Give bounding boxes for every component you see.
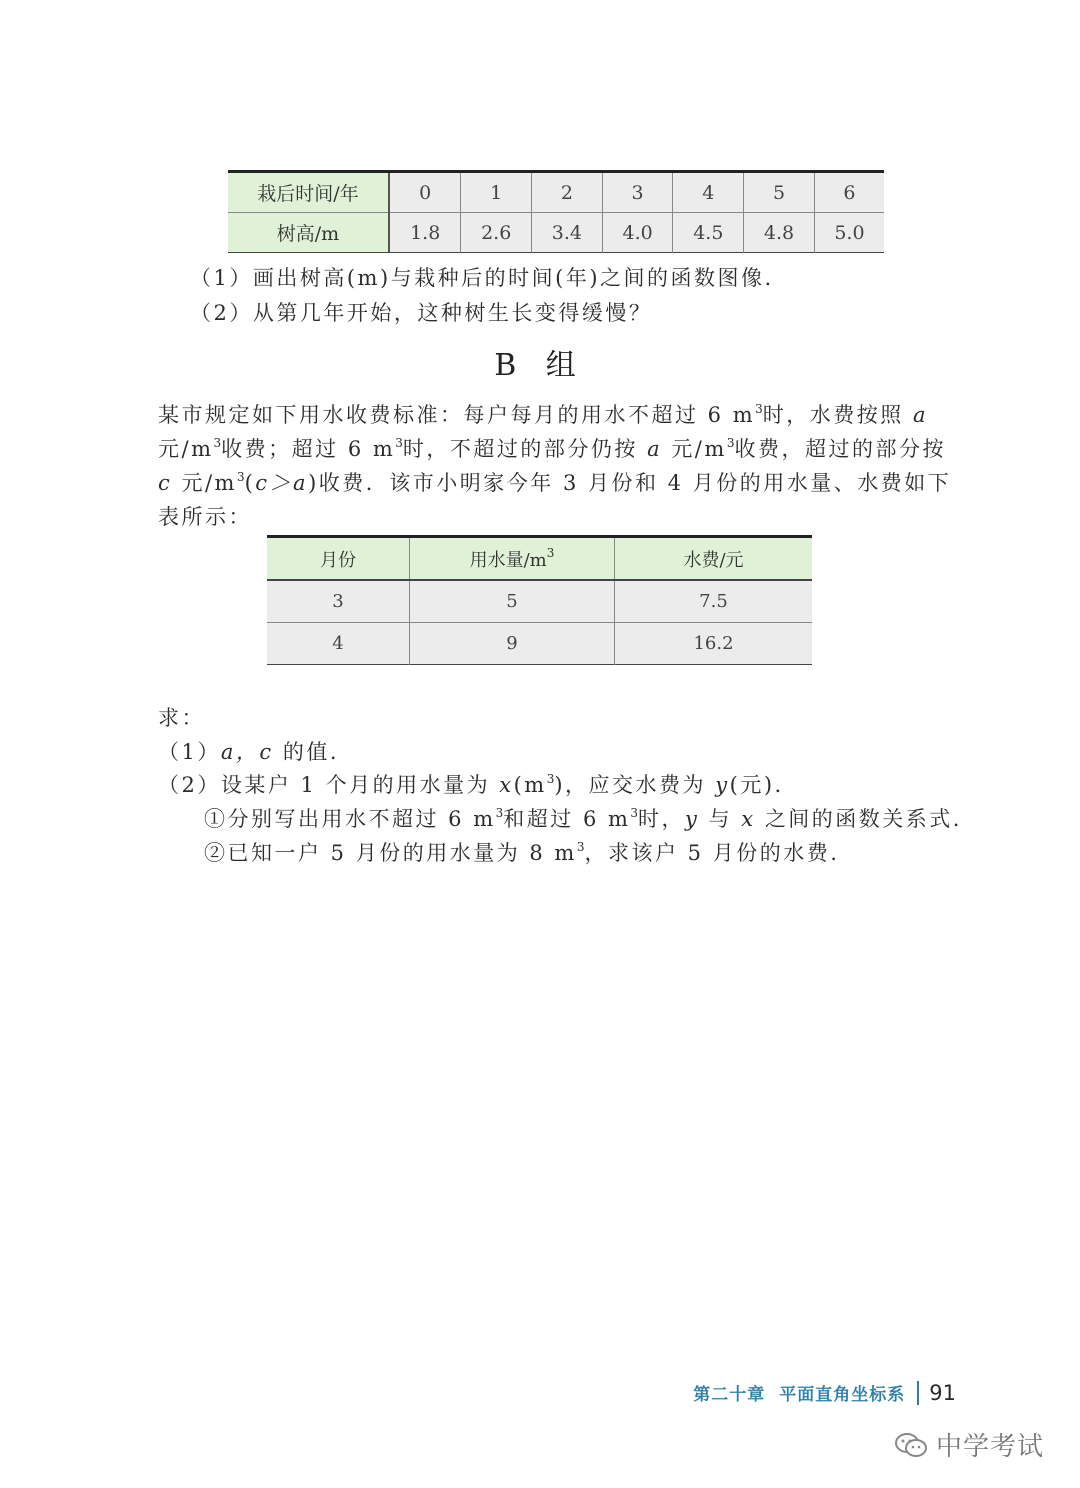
text: （2）设某户 1 个月的用水量为 [158, 773, 491, 797]
variable: a [647, 437, 663, 461]
variable: a，c [220, 740, 274, 764]
table-row [267, 623, 812, 665]
sub-question-1 [204, 803, 962, 833]
variable: y [685, 807, 700, 831]
table-cell: 3 [602, 172, 673, 213]
text: （1） [158, 740, 221, 764]
table-cell: 4.8 [744, 213, 815, 253]
sub-question-2 [204, 837, 839, 867]
superscript: 3 [495, 806, 504, 820]
text: 与 [708, 807, 733, 831]
text: ，求该户 5 月份的水费. [584, 841, 840, 865]
variable: a [912, 403, 928, 427]
text: 元/m [181, 471, 237, 495]
superscript: 3 [546, 772, 555, 786]
tree-height-table [228, 170, 884, 253]
table-cell: 2 [532, 172, 603, 213]
text: 元/m [158, 437, 214, 461]
text: 收费；超过 6 m [221, 437, 396, 461]
height-header-cell: 树高/m [228, 213, 389, 253]
text: ( [244, 471, 256, 495]
text: 时，不超过的部分仍按 [402, 437, 638, 461]
text: (元). [729, 773, 784, 797]
text: 之间的函数关系式. [764, 807, 962, 831]
table-cell: 7.5 [615, 580, 813, 623]
text: )收费．该市小明家今年 3 月份和 4 月份的用水量、水费如下 [308, 471, 952, 495]
table-cell: 1.8 [389, 213, 461, 253]
superscript: 3 [630, 806, 639, 820]
problem-line-3 [158, 467, 951, 497]
superscript: 3 [236, 470, 245, 484]
superscript: 3 [395, 436, 403, 450]
group-b-heading: B 组 [494, 348, 586, 383]
column-header-usage [410, 537, 615, 581]
watermark [894, 1426, 1044, 1463]
text: 时， [638, 807, 686, 831]
table-cell: 4.5 [673, 213, 744, 253]
condition: c＞a [255, 471, 309, 495]
question-b2 [158, 769, 784, 799]
superscript: 3 [755, 402, 763, 416]
text: ①分别写出用水不超过 6 m [204, 807, 496, 831]
superscript: 3 [546, 545, 555, 560]
problem-line-1 [158, 399, 928, 429]
table-cell: 3 [267, 580, 410, 623]
table-cell: 3.4 [532, 213, 603, 253]
table-cell: 1 [461, 172, 532, 213]
table-cell: 16.2 [615, 623, 813, 665]
table-cell: 5 [744, 172, 815, 213]
problem-line-4: 表所示： [158, 505, 252, 529]
table-row [267, 580, 812, 623]
text: 时，水费按照 [762, 403, 904, 427]
superscript: 3 [726, 436, 735, 450]
question-a2: （2）从第几年开始，这种树生长变得缓慢？ [190, 301, 653, 325]
table-cell: 5.0 [814, 213, 884, 253]
text: ②已知一户 5 月份的用水量为 8 m [204, 841, 577, 865]
table-header-row [267, 537, 812, 581]
wechat-icon [894, 1431, 928, 1459]
table-cell: 6 [814, 172, 884, 213]
ask-label: 求： [158, 706, 205, 730]
problem-line-2 [158, 433, 946, 463]
superscript: 3 [576, 840, 585, 854]
table-cell: 2.6 [461, 213, 532, 253]
text: )，应交水费为 [554, 773, 707, 797]
watermark-text: 中学考试 [935, 1432, 1044, 1462]
variable: y [715, 773, 730, 797]
years-header-cell: 栽后时间/年 [228, 172, 389, 213]
table-cell: 4.0 [602, 213, 673, 253]
water-fee-table [267, 535, 812, 665]
header-text: 用水量/m [469, 549, 547, 571]
table-cell: 0 [389, 172, 461, 213]
table-row [228, 213, 884, 253]
text: 元/m [671, 437, 727, 461]
section-title: 平面直角坐标系 [779, 1385, 906, 1405]
text: 的值. [282, 740, 340, 764]
table-cell: 4 [673, 172, 744, 213]
column-header-month: 月份 [267, 537, 410, 581]
chapter-label: 第二十章 [693, 1385, 766, 1405]
table-cell: 5 [410, 580, 615, 623]
table-row [228, 172, 884, 213]
text: 收费，超过的部分按 [734, 437, 946, 461]
question-a1: （1）画出树高(m)与栽种后的时间(年)之间的函数图像. [190, 266, 774, 290]
table-cell: 4 [267, 623, 410, 665]
footer-divider [917, 1381, 919, 1405]
variable: x [499, 773, 514, 797]
variable: x [741, 807, 756, 831]
text: (m [513, 773, 547, 797]
column-header-fee: 水费/元 [615, 537, 813, 581]
superscript: 3 [213, 436, 222, 450]
page-number: 91 [929, 1380, 956, 1405]
text: 某市规定如下用水收费标准：每户每月的用水不超过 6 m [158, 403, 756, 427]
page-footer [693, 1380, 956, 1405]
variable: c [158, 471, 173, 495]
text: 和超过 6 m [503, 807, 631, 831]
table-cell: 9 [410, 623, 615, 665]
question-b1 [158, 736, 339, 766]
